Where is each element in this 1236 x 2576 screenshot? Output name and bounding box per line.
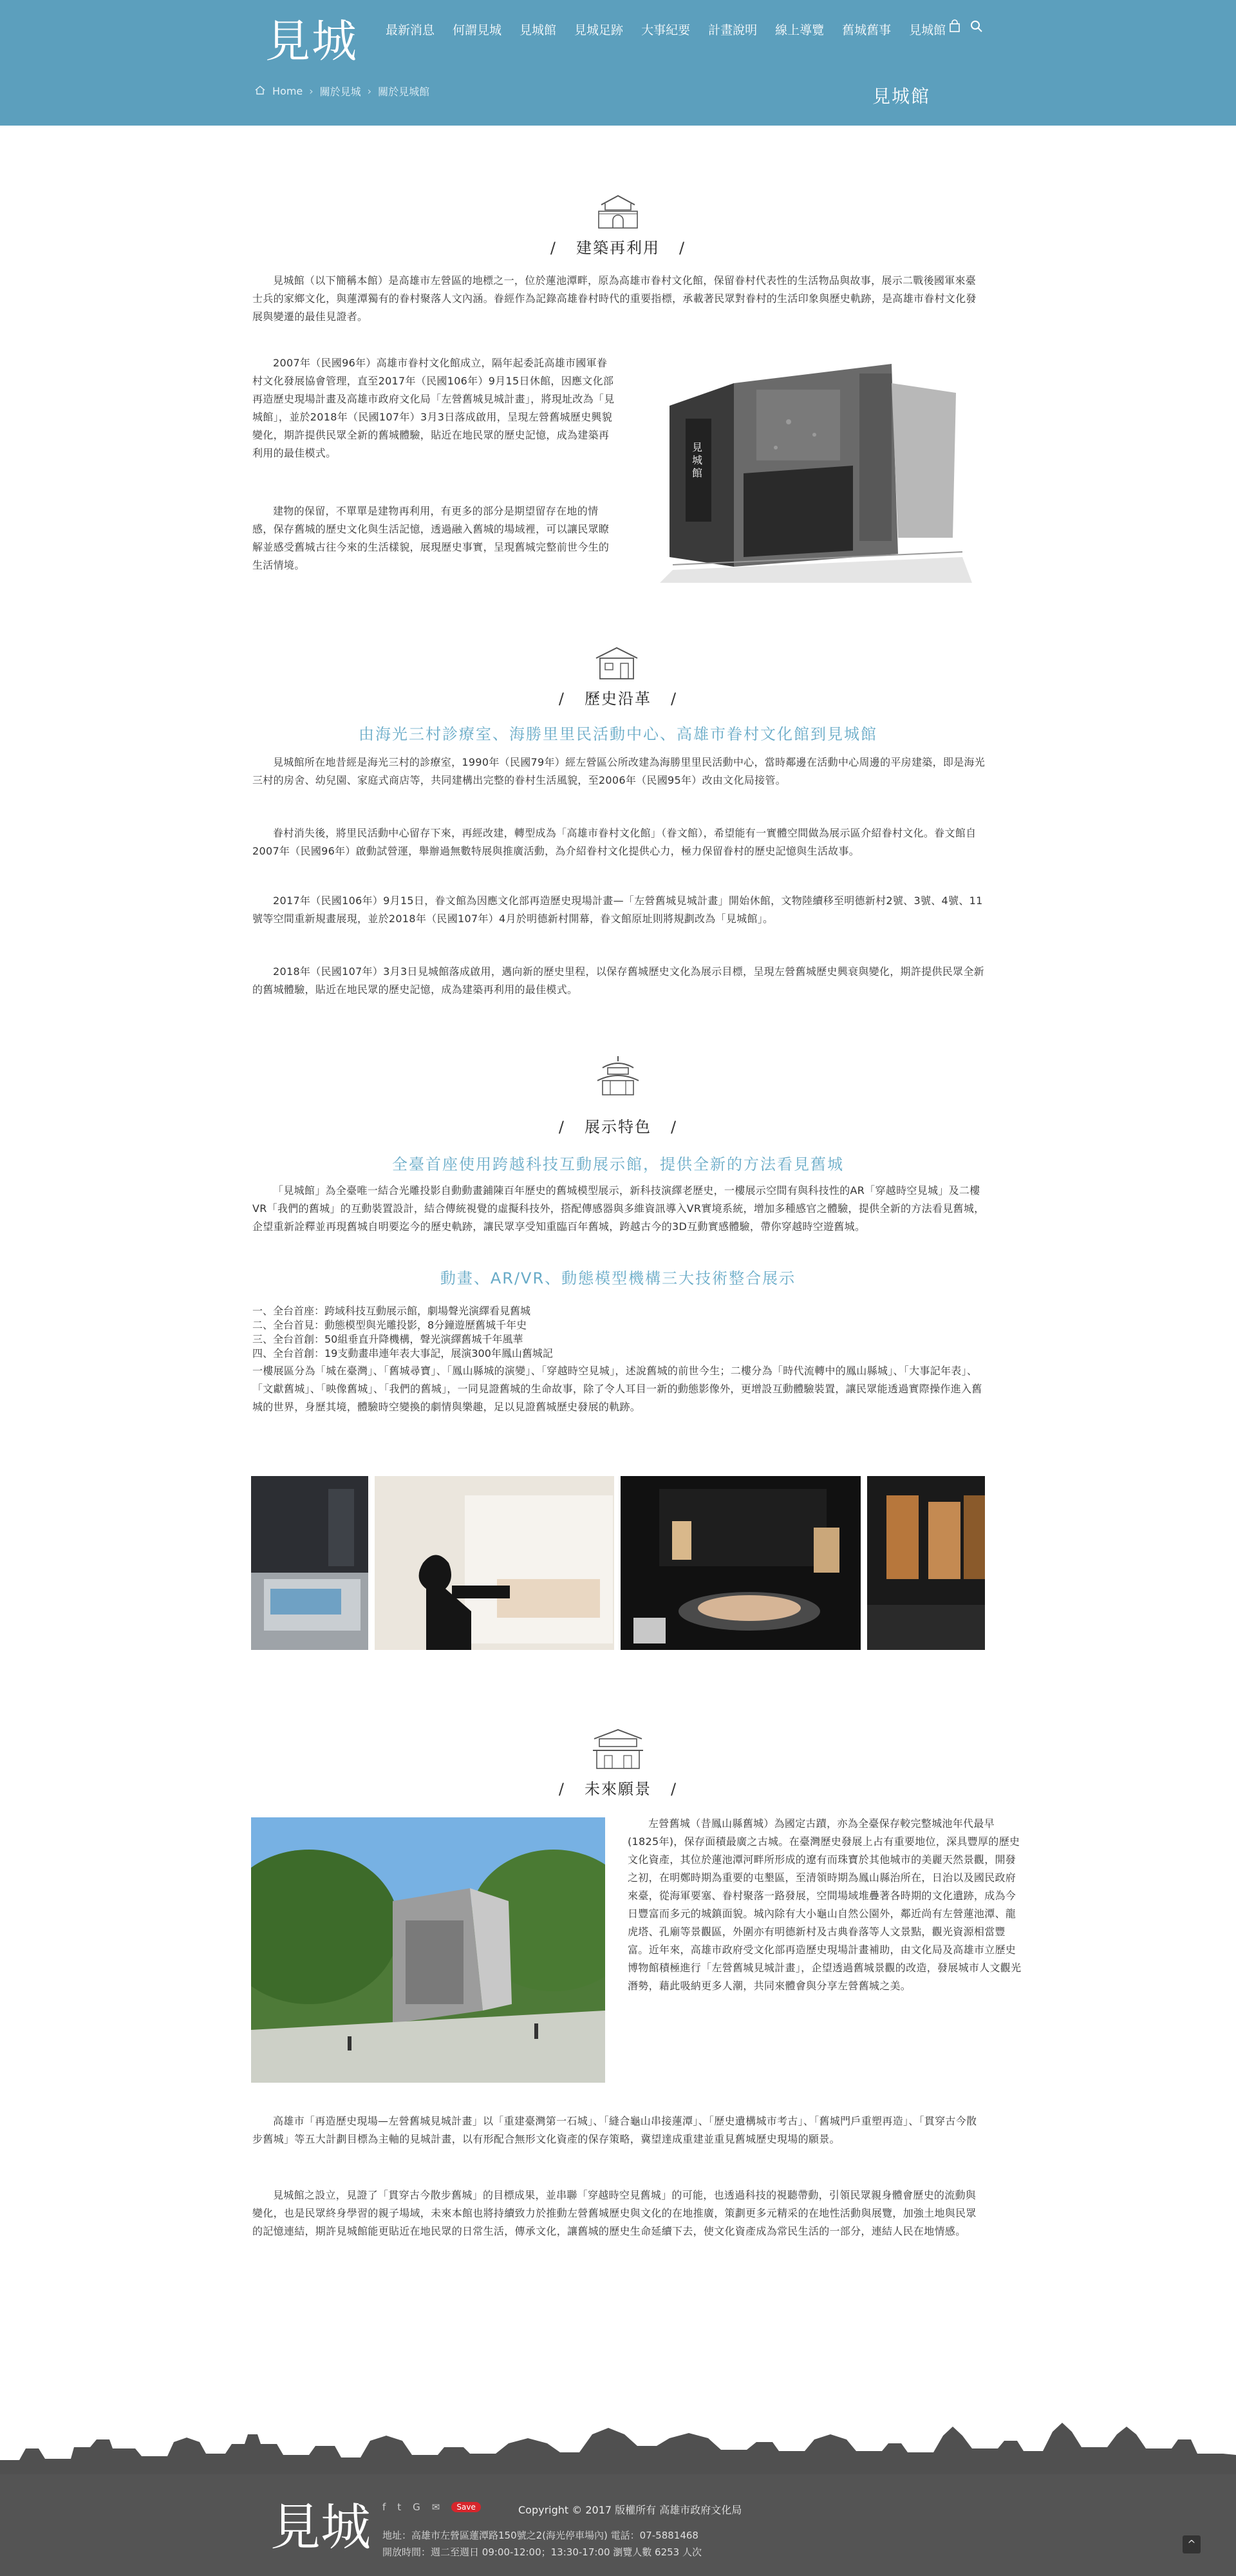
nav-item-footprints[interactable]: 見城足跡 — [574, 23, 624, 37]
nav-item-museum[interactable]: 見城館 — [520, 23, 557, 37]
breadcrumb-current: 關於見城館 — [378, 86, 430, 98]
pinterest-save-button[interactable]: Save — [451, 2502, 480, 2512]
museum-exterior-photo — [251, 1817, 605, 2083]
footer-address: 地址：高雄市左營區蓮潭路150號之2(海光停車場內) 電話：07-5881468 — [382, 2530, 698, 2541]
cart-icon[interactable] — [948, 19, 962, 33]
nav-item-old-stories[interactable]: 舊城舊事 — [842, 23, 892, 37]
city-skyline-graphic — [0, 2409, 1236, 2474]
home-icon — [254, 85, 266, 98]
features-paragraph-1: 「見城館」為全臺唯一結合光雕投影自動動畫鋪陳百年歷史的舊城模型展示，新科技演繹老歷史，一樓展示空間有與科技性的AR「穿越時空見城」及二樓VR「我們的舊城」的互動裝置設計，結合傳統視覺的虛擬科技外，搭配傳感器與多維資訊導入VR實境系統，增加多種感官之體驗，提供全新的方法看見舊城，企望重新詮釋並再現舊城自明要迄今的歷史軌跡，讓民眾享受知重臨百年舊城，跨越古今的3D互動實感體驗，帶你穿越時空遊舊城。 — [252, 1184, 985, 1233]
section-title-history: / 歷史沿革 / — [558, 690, 678, 708]
gate-tower-icon — [592, 188, 644, 233]
section-title-features: / 展示特色 / — [558, 1118, 678, 1136]
section-title-text: 展示特色 — [585, 1118, 651, 1136]
list-item: 四、全台首創：19支動畫串連年表大事記，展演300年鳳山舊城記 — [252, 1347, 553, 1359]
facebook-icon[interactable]: f — [382, 2501, 386, 2513]
chevron-right-icon: › — [309, 85, 314, 97]
section-title-text: 歷史沿革 — [585, 690, 651, 708]
history-paragraph-3: 2017年（民國106年）9月15日，眷文館為因應文化部再造歷史現場計畫—「左營舊城見城計畫」開始休館，文物陸續移至明德新村2號、3號、4號、11號等空間重新規畫展現，並於2018年（民國107年）4月於明德新村開幕，眷文館原址則將規劃改為「見城館」。 — [252, 895, 983, 925]
history-paragraph-1: 見城館所在地昔經是海光三村的診療室，1990年（民國79年）經左營區公所改建為海勝里里民活動中心，當時鄰邊在活動中心周邊的平房建築，即是海光三村的房舍、幼兒園、家庭式商店等，共同建構出完整的眷村生活風貌，至2006年（民國95年）改由文化局接管。 — [252, 756, 986, 786]
reuse-paragraph-2: 建物的保留，不單單是建物再利用，有更多的部分是期望留存在地的情感，保存舊城的歷史文化與生活記憶，透過融入舊城的場域裡，可以讓民眾瞭解並感受舊城古往今來的生活樣貌，展現歷史事實，呈現舊城完整前世今生的生活情境。 — [252, 505, 610, 571]
list-item: 二、全台首見：動態模型與光雕投影，8分鐘遊歷舊城千年史 — [252, 1319, 527, 1331]
nav-item-plan[interactable]: 計畫說明 — [708, 23, 758, 37]
history-paragraph-4: 2018年（民國107年）3月3日見城館落成啟用，邁向新的歷史里程，以保存舊城歷史文化為展示目標，呈現左營舊城歷史興衰與變化，期許提供民眾全新的舊城體驗，貼近在地民眾的歷史記憶，成為建築再利用的最佳模式。 — [252, 965, 984, 996]
exhibit-photo-2 — [375, 1476, 614, 1650]
nav-item-chronicle[interactable]: 大事紀要 — [641, 23, 691, 37]
footer-hours: 開放時間：週二至週日 09:00-12:00；13:30-17:00 瀏覽人數 — [382, 2546, 655, 2558]
history-paragraph-2: 眷村消失後，將里民活動中心留存下來，再經改建，轉型成為「高雄市眷村文化館」（眷文館），希望能有一實體空間做為展示區介紹眷村文化。眷文館自2007年（民國96年）啟動試營運，舉辦過無數特展與推廣活動，為介紹眷村文化提供心力，極力保留眷村的歷史記憶與生活故事。 — [252, 827, 977, 857]
features-subtitle-2: 動畫、AR/VR、動態模型機構三大技術整合展示 — [440, 1269, 796, 1287]
features-paragraph-2: 一樓展區分為「城在臺灣」、「舊城尋寶」、「鳳山縣城的演變」、「穿越時空見城」，述說舊城的前世今生；二樓分為「時代流轉中的鳳山縣城」、「大事記年表」、「文獻舊城」、「映像舊城」、「我們的舊城」，一同見證舊城的生命故事，除了令人耳目一新的動態影像外，更增設互動體驗裝置，讓民眾能透過實際操作進入舊城的世界，身歷其境，體驗時空變換的劇情與樂趣，足以見證舊城歷史發展的軌跡。 — [252, 1365, 982, 1413]
main-nav — [377, 21, 955, 38]
footer-contact — [382, 2527, 702, 2561]
nav-item-online-tour[interactable]: 線上導覽 — [775, 23, 825, 37]
building-rendering-image — [660, 345, 972, 583]
house-icon — [591, 644, 642, 689]
site-logo[interactable]: 見城 — [265, 15, 358, 68]
section-title-vision: / 未來願景 / — [558, 1780, 678, 1798]
temple-gate-icon — [589, 1727, 641, 1772]
page-title: 見城館 — [872, 86, 931, 107]
list-item: 三、全台首創：50組垂直升降機構，聲光演繹舊城千年風華 — [252, 1333, 523, 1345]
vision-paragraph-3: 見城館之設立，見證了「貫穿古今散步舊城」的目標成果，並串聯「穿越時空見舊城」的可能，也透過科技的視聽帶動，引領民眾親身體會歷史的流動與變化，也是民眾終身學習的親子場域，未來本館也將持續致力於推動左營舊城歷史與文化的在地推廣，策劃更多元精采的在地性活動與展覽，加強土地與民眾的記憶連結，期許見城館能更貼近在地民眾的日常生活，傳承文化，讓舊城的歷史生命延續下去，使文化資產成為常民生活的一部分，連結人民在地情感。 — [252, 2189, 977, 2237]
building-sign: 見城館 — [692, 441, 703, 479]
site-footer — [0, 2474, 1236, 2576]
chevron-right-icon: › — [367, 85, 372, 97]
pavilion-icon — [592, 1055, 644, 1100]
site-header — [0, 0, 1236, 126]
social-links — [382, 2501, 481, 2513]
footer-logo[interactable]: 見城 — [270, 2499, 371, 2557]
history-subtitle: 由海光三村診療室、海勝里里民活動中心、高雄市眷村文化館到見城館 — [359, 725, 877, 743]
section-title-text: 未來願景 — [585, 1780, 651, 1798]
breadcrumb-about[interactable]: 關於見城 — [319, 86, 361, 98]
exhibit-photo-4 — [867, 1476, 985, 1650]
vision-paragraph-1: 左營舊城（昔鳳山縣舊城）為國定古蹟，亦為全臺保存較完整城池年代最早(1825年)，保存面積最廣之古城。在臺灣歷史發展上占有重要地位，深具豐厚的歷史文化資產，其位於蓮池潭河畔所形成的遼有而珠寶於其他城市的美麗天然景觀，開發之初，在明鄭時期為重要的屯墾區，至清領時期為鳳山縣治所在，日治以及國民政府來臺，從海軍要塞、眷村聚落一路發展，空間場域堆疊著各時期的文化遺跡，成為今日豐富而多元的城鎮面貌。城內除有大小龜山自然公園外，鄰近尚有左營蓮池潭、龍虎塔、孔廟等景觀區，外圍亦有明德新村及古典眷落等人文景點，觀光資源相當豐富。近年來，高雄市政府受文化部再造歷史現場計畫補助，由文化局及高雄市立歷史博物館積極進行「左營舊城見城計畫」，企望透過舊城景觀的改造，發展城市人文觀光潛勢，藉此吸納更多人潮，共同來體會與分享左營舊城之美。 — [628, 1817, 1022, 1992]
reuse-intro: 見城館（以下簡稱本館）是高雄市左營區的地標之一，位於蓮池潭畔，原為高雄市眷村文化館，保留眷村代表性的生活物品與故事，展示二戰後國軍來臺士兵的家鄉文化，與蓮潭獨有的眷村聚落人文內涵。眷經作為記錄高雄眷村時代的重要指標，承載著民眾對眷村的生活印象與歷史軌跡，是高雄市眷村文化發展與變遷的最佳見證者。 — [252, 274, 977, 323]
exhibit-photo-1 — [251, 1476, 368, 1650]
header-icons — [948, 19, 984, 33]
visitor-count: 6253 人次 — [655, 2546, 702, 2558]
twitter-icon[interactable]: t — [397, 2501, 402, 2513]
section-title-text: 建築再利用 — [576, 239, 660, 257]
nav-item-about[interactable]: 何謂見城 — [453, 23, 502, 37]
reuse-paragraph-1: 2007年（民國96年）高雄市眷村文化館成立，隔年起委託高雄市國軍眷村文化發展協會管理，直至2017年（民國106年）9月15日休館，因應文化部再造歷史現場計畫及高雄市政府文化局「左營舊城見城計畫」，將現址改為「見城館」，並於2018年（民國107年）3月3日落成啟用，呈現左營舊城歷史興貌變化，期許提供民眾全新的舊城體驗，貼近在地民眾的歷史記憶，成為建築再利用的最佳模式。 — [252, 357, 615, 459]
features-subtitle: 全臺首座使用跨越科技互動展示館，提供全新的方法看見舊城 — [392, 1155, 844, 1173]
nav-item-museum-2[interactable]: 見城館 — [909, 23, 946, 37]
copyright: Copyright © 2017 版權所有 高雄市政府文化局 — [518, 2504, 742, 2516]
breadcrumb — [254, 84, 429, 99]
section-title-reuse: / 建築再利用 / — [550, 239, 686, 257]
nav-item-news[interactable]: 最新消息 — [386, 23, 435, 37]
exhibit-photo-3 — [621, 1476, 861, 1650]
mail-icon[interactable]: ✉ — [431, 2501, 440, 2513]
search-icon[interactable] — [969, 19, 984, 33]
footer-hours-line — [382, 2544, 702, 2561]
back-to-top-button[interactable]: ^ — [1183, 2535, 1201, 2553]
breadcrumb-home[interactable]: Home — [272, 85, 303, 97]
list-item: 一、全台首座：跨域科技互動展示館，劇場聲光演繹看見舊城 — [252, 1305, 531, 1317]
vision-paragraph-2: 高雄市「再造歷史現場—左營舊城見城計畫」以「重建臺灣第一石城」、「縫合龜山串接蓮潭」、「歷史遺構城市考古」、「舊城門戶重塑再造」、「貫穿古今散步舊城」等五大計劃目標為主軸的見城計畫，以有形配合無形文化資產的保存策略，冀望達成重建並重見舊城歷史現場的願景。 — [252, 2115, 977, 2145]
features-list — [252, 1304, 986, 1361]
google-plus-icon[interactable]: G — [413, 2501, 420, 2513]
